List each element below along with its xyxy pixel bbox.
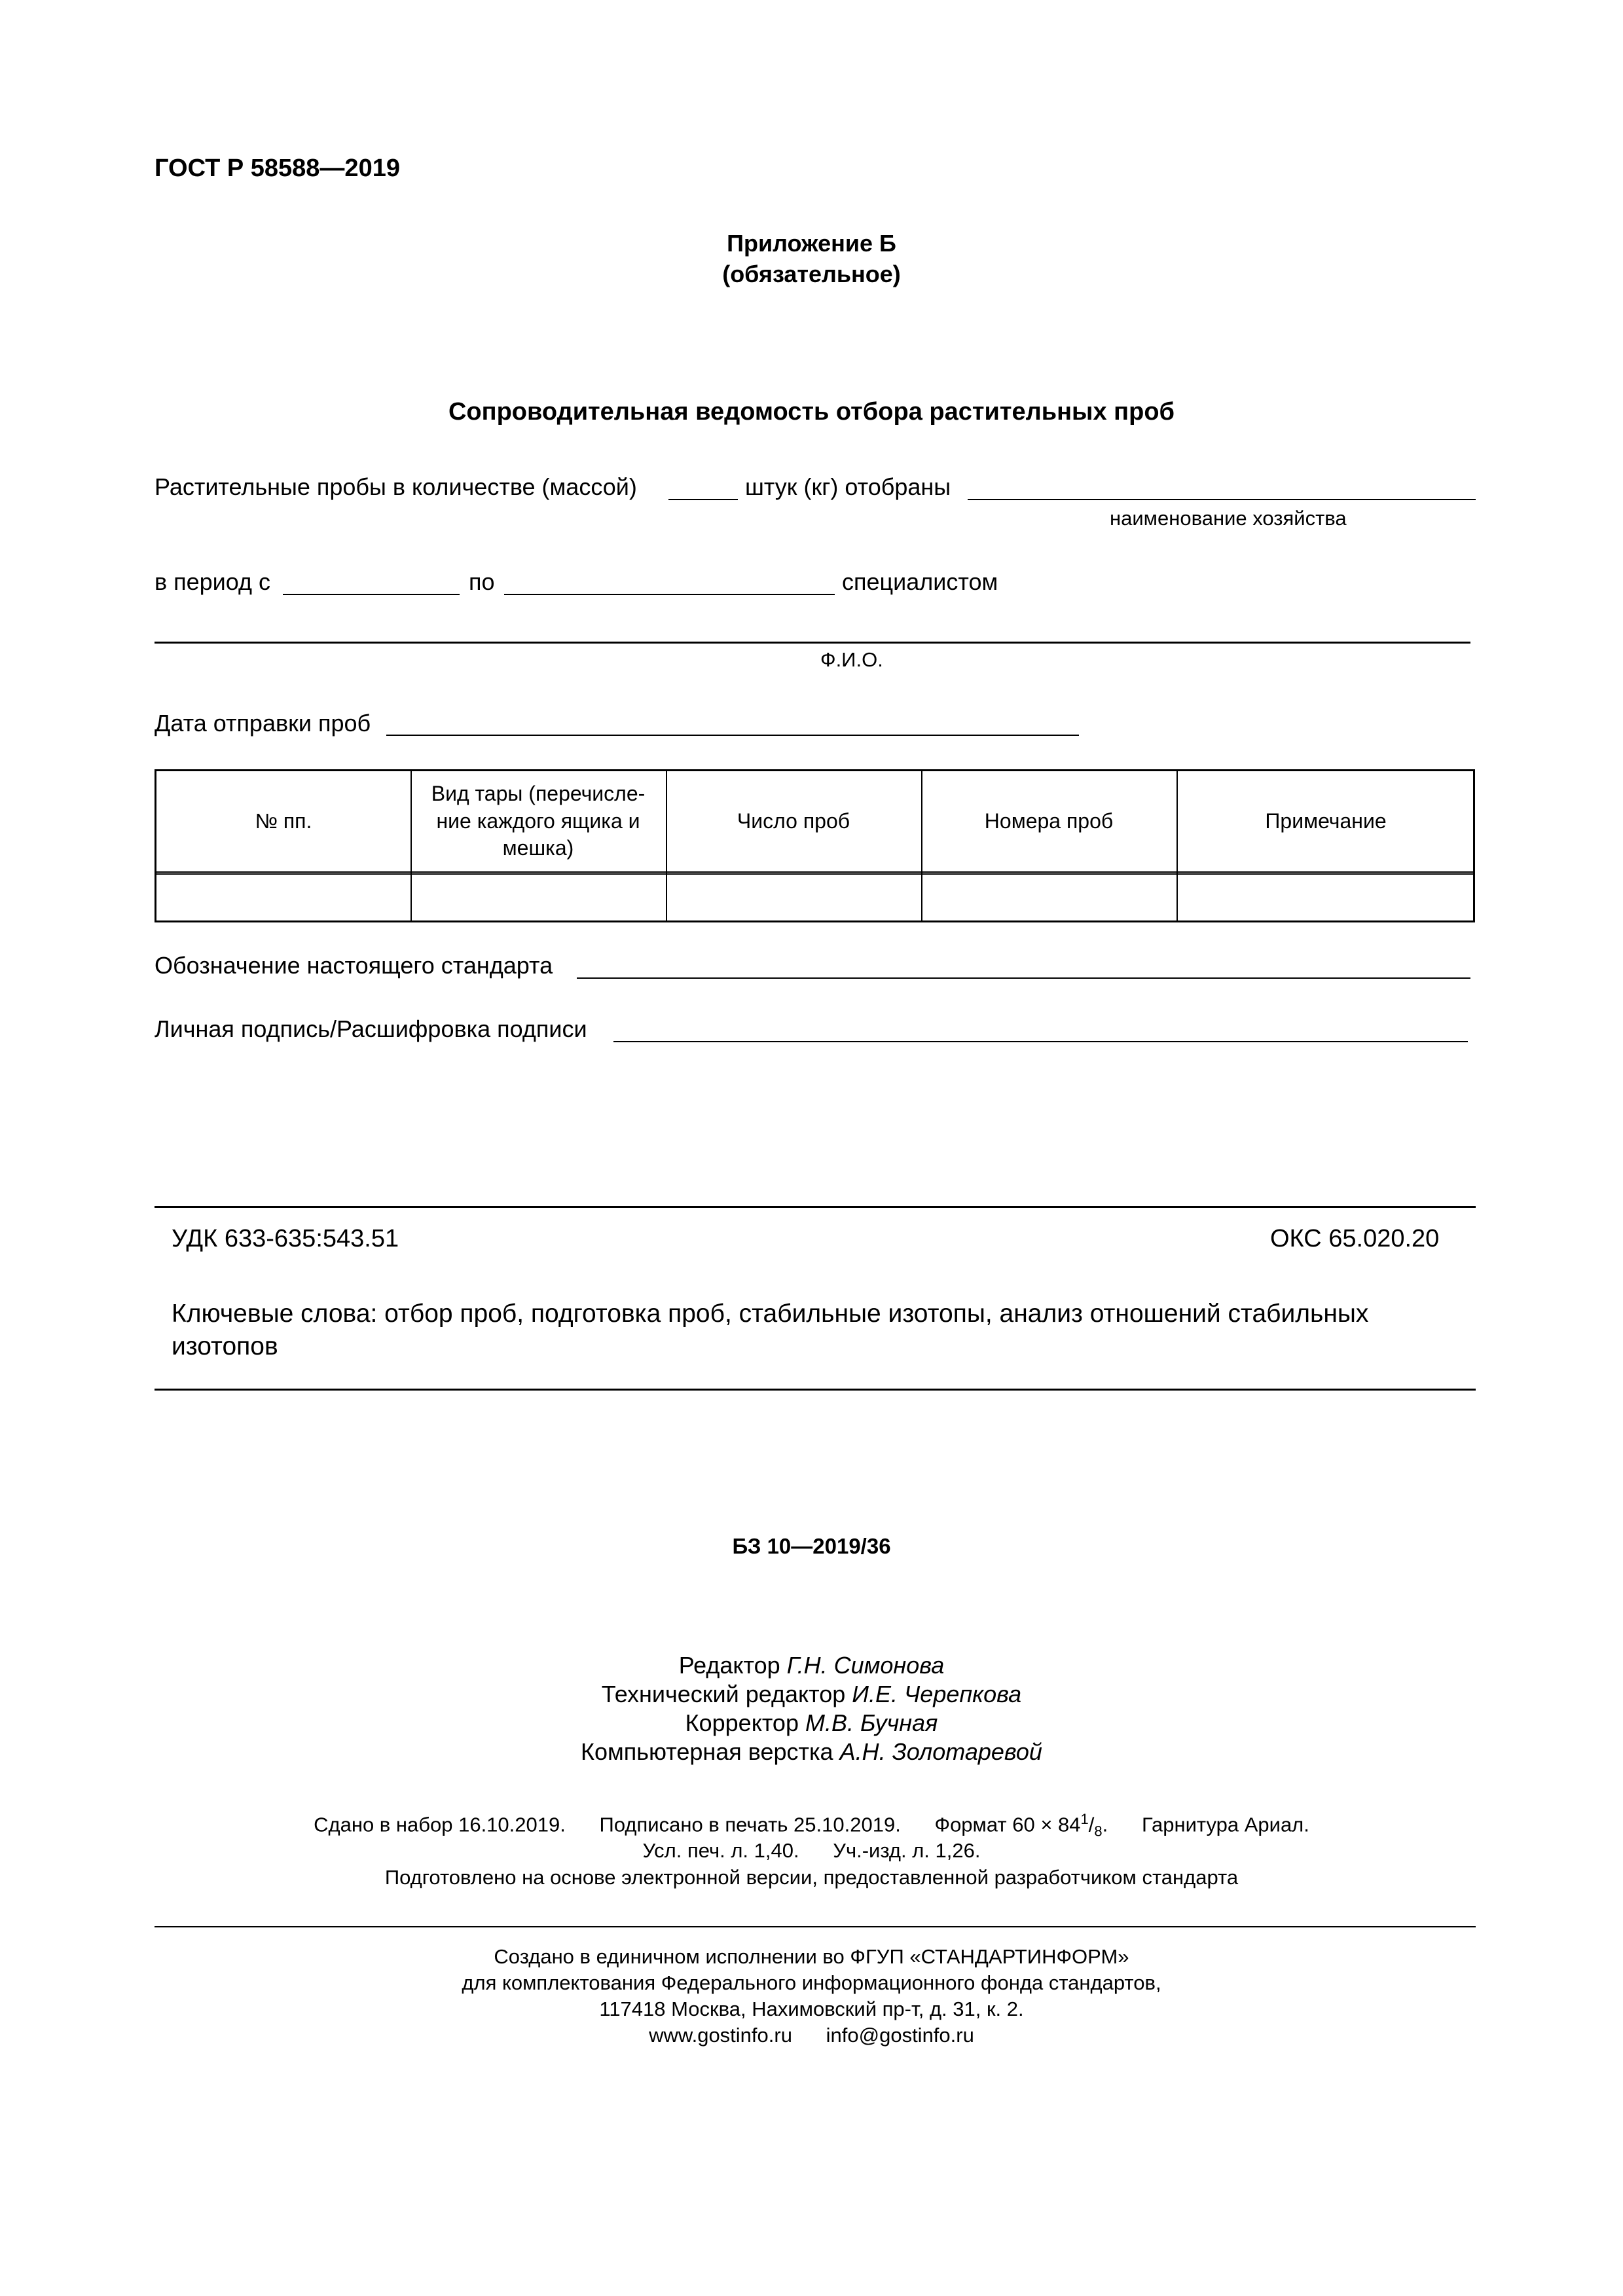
- table-header-sample-numbers: Номера проб: [984, 809, 1114, 833]
- units-label: штук (кг) отобраны: [745, 473, 951, 500]
- specialist-label: специалистом: [842, 568, 998, 595]
- fio-blank[interactable]: [155, 642, 1470, 644]
- editor-name: Г.Н. Симонова: [786, 1652, 945, 1679]
- send-date-blank[interactable]: [386, 735, 1079, 736]
- divider: [155, 1389, 1476, 1391]
- designation-label: Обозначение настоящего стандарта: [155, 952, 553, 979]
- print-date: Подписано в печать 25.10.2019.: [599, 1813, 901, 1836]
- divider: [155, 1926, 1476, 1927]
- layout-line: [0, 1740, 1623, 1764]
- period-from-label: в период с: [155, 568, 271, 595]
- period-to-blank[interactable]: [504, 594, 835, 595]
- period-to-label: по: [469, 568, 495, 595]
- quantity-label: Растительные пробы в количестве (массой): [155, 473, 637, 500]
- send-date-label: Дата отправки проб: [155, 710, 371, 737]
- footer-line4: www.gostinfo.ru info@gostinfo.ru: [649, 2024, 974, 2047]
- tech-editor-role: Технический редактор: [601, 1681, 846, 1707]
- annex-status: (обязательное): [722, 261, 901, 287]
- typeset-date: Сдано в набор 16.10.2019.: [314, 1813, 566, 1836]
- format: Формат 60 × 84: [934, 1813, 1081, 1836]
- udk-code: УДК 633-635:543.51: [172, 1225, 399, 1252]
- editor-line: [0, 1654, 1623, 1677]
- farm-name-caption: наименование хозяйства: [1110, 507, 1347, 530]
- layout-name: А.Н. Золотаревой: [839, 1738, 1042, 1765]
- print-info-line1: Сдано в набор 16.10.2019. Подписано в печать 25.10.2019. Формат $60 \times 84^1/_8$. Гарнитура Ариал.: [314, 1811, 1309, 1840]
- oks-code: ОКС 65.020.20: [1270, 1225, 1440, 1252]
- table-cell[interactable]: [156, 875, 410, 920]
- signature-blank[interactable]: [613, 1041, 1468, 1042]
- farm-name-blank[interactable]: [968, 499, 1476, 500]
- designation-blank[interactable]: [577, 977, 1470, 979]
- bz-number: БЗ 10—2019/36: [732, 1534, 891, 1558]
- proofreader-role: Корректор: [685, 1709, 799, 1736]
- fio-caption: Ф.И.О.: [820, 648, 883, 671]
- table-cell[interactable]: [921, 875, 1176, 920]
- tech-editor-line: [0, 1683, 1623, 1706]
- format-numerator: 1: [1080, 1811, 1089, 1827]
- form-title: Сопроводительная ведомость отбора растительных проб: [448, 398, 1175, 426]
- table-cell[interactable]: [1176, 875, 1475, 920]
- annex-title: Приложение Б: [727, 230, 896, 257]
- proofreader-name: М.В. Бучная: [805, 1709, 938, 1736]
- divider: [155, 1206, 1476, 1208]
- print-info-line3: Подготовлено на основе электронной версии, предоставленной разработчиком стандарта: [384, 1866, 1239, 1889]
- format-denominator: 8: [1094, 1823, 1103, 1840]
- proofreader-line: [0, 1711, 1623, 1735]
- table-header-container: Вид тары (перечисле- ние каждого ящика и мешка): [431, 782, 646, 860]
- period-from-blank[interactable]: [283, 594, 460, 595]
- tech-editor-name: И.Е. Черепкова: [852, 1681, 1022, 1707]
- quantity-blank[interactable]: [668, 499, 738, 500]
- footer-line2: для комплектования Федерального информационного фонда стандартов,: [462, 1971, 1161, 1994]
- standard-number: ГОСТ Р 58588—2019: [155, 155, 400, 182]
- table-header-note: Примечание: [1265, 809, 1387, 833]
- samples-table: [155, 769, 1475, 922]
- print-info-line2: Усл. печ. л. 1,40. Уч.-изд. л. 1,26.: [642, 1839, 981, 1862]
- keywords: Ключевые слова: отбор проб, подготовка проб, стабильные изотопы, анализ отношений стабильных изотопов: [172, 1300, 1369, 1360]
- signature-label: Личная подпись/Расшифровка подписи: [155, 1015, 587, 1042]
- footer-line3: 117418 Москва, Нахимовский пр-т, д. 31, к. 2.: [599, 1997, 1024, 2020]
- table-cell[interactable]: [410, 875, 666, 920]
- table-cell[interactable]: [666, 875, 921, 920]
- typeface: Гарнитура Ариал.: [1141, 1813, 1309, 1836]
- editor-role: Редактор: [678, 1652, 780, 1679]
- table-header-sample-count: Число проб: [737, 809, 850, 833]
- footer-line1: Создано в единичном исполнении во ФГУП «СТАНДАРТИНФОРМ»: [494, 1945, 1129, 1968]
- layout-role: Компьютерная верстка: [581, 1738, 833, 1765]
- table-header-number: № пп.: [255, 809, 312, 833]
